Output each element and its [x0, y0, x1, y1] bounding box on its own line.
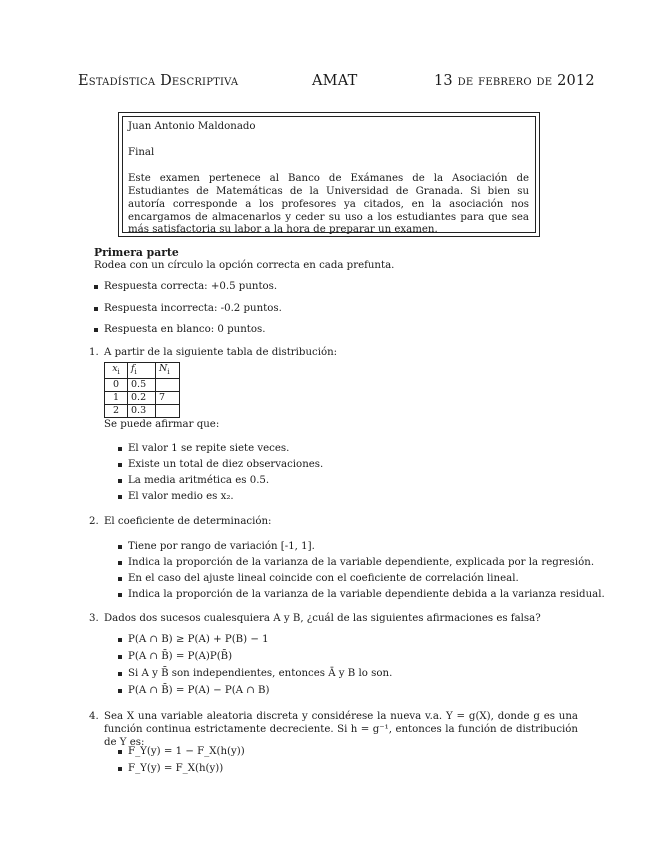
description: Este examen pertenece al Banco de Exámanes de la Asociación de Estudiantes de Matemáticas de la Universidad de Granada. Si bien su autoría corresponde a los profesores ya citados, en la asociación nos encargamos de almacenarlos y ceder su uso a los estudiantes para que sea más satisfactoria su labor a la hora de preparar un examen.	[128, 172, 529, 236]
q1-option-b[interactable]: Existe un total de diez observaciones.	[128, 458, 323, 474]
table-row	[105, 404, 180, 417]
info-box	[118, 112, 540, 237]
table-cell: 1	[105, 391, 128, 404]
table-header: $x_i$	[105, 363, 128, 379]
header-date: 13 de febrero de 2012	[434, 73, 595, 89]
info-box-inner	[122, 116, 536, 236]
table-row	[105, 391, 180, 404]
info-box-text	[128, 121, 529, 237]
table-header-row	[105, 363, 180, 379]
distribution-table	[104, 362, 180, 418]
table-cell: 0.2	[128, 391, 156, 404]
scoring-list-3	[104, 323, 265, 336]
header-subject: AMAT	[312, 73, 358, 89]
table-cell	[156, 404, 180, 417]
q4-option-a[interactable]: F_Y(y) = 1 − F_X(h(y))	[128, 745, 245, 762]
author: Juan Antonio Maldonado	[128, 121, 256, 132]
q1-stem: A partir de la siguiente tabla de distribución:	[104, 347, 338, 358]
q2-option-c[interactable]: En el caso del ajuste lineal coincide con el coeficiente de correlación lineal.	[128, 572, 605, 588]
scoring-blank: Respuesta en blanco: 0 puntos.	[104, 324, 266, 335]
table-header: $f_i$	[128, 363, 156, 379]
q2-option-d[interactable]: Indica la proporción de la varianza de la variable dependiente debida a la varianza residual.	[128, 588, 605, 604]
table-cell: 0.5	[128, 378, 156, 391]
section-title: Primera parte	[94, 246, 179, 259]
q2-option-b[interactable]: Indica la proporción de la varianza de la variable dependiente, explicada por la regresión.	[128, 556, 605, 572]
table-row	[105, 378, 180, 391]
q4-option-b[interactable]: F_Y(y) = F_X(h(y))	[128, 762, 245, 779]
q3-stem: Dados dos sucesos cualesquiera A y B, ¿cuál de las siguientes afirmaciones es falsa?	[104, 613, 541, 624]
q1-option-d[interactable]: El valor medio es x₂.	[128, 490, 323, 506]
q1-number: 1.	[89, 347, 99, 358]
exam-type: Final	[128, 146, 155, 158]
q1-option-a[interactable]: El valor 1 se repite siete veces.	[128, 442, 323, 458]
q4-options	[128, 745, 245, 779]
instructions: Rodea con un círculo la opción correcta en cada prefunta.	[94, 260, 395, 271]
table-cell	[156, 378, 180, 391]
q3-option-a[interactable]: P(A ∩ B) ≥ P(A) + P(B) − 1	[128, 633, 392, 650]
scoring-list	[104, 280, 277, 293]
table-cell: 0	[105, 378, 128, 391]
q3-number: 3.	[89, 613, 99, 624]
q1-option-c[interactable]: La media aritmética es 0.5.	[128, 474, 323, 490]
scoring-incorrect: Respuesta incorrecta: -0.2 puntos.	[104, 303, 282, 314]
q3-options	[128, 633, 392, 701]
q1-options	[128, 442, 323, 506]
q4-number: 4.	[89, 711, 99, 722]
q3-option-d[interactable]: P(A ∩ B̄) = P(A) − P(A ∩ B)	[128, 684, 392, 701]
q2-number: 2.	[89, 516, 99, 527]
q3-option-c[interactable]: Si A y B̄ son independientes, entonces Ā y B lo son.	[128, 667, 392, 684]
table-cell: 2	[105, 404, 128, 417]
q2-options	[128, 540, 605, 604]
table-cell: 0.3	[128, 404, 156, 417]
q2-stem: El coeficiente de determinación:	[104, 516, 272, 527]
table-cell: 7	[156, 391, 180, 404]
table-header: $N_i$	[156, 363, 180, 379]
q4-stem: Sea X una variable aleatoria discreta y considérese la nueva v.a. Y = g(X), donde g es una función continua estrictamente decreciente. Si h = g⁻¹, entonces la función de distribución de Y es:	[104, 711, 578, 748]
scoring-list-2	[104, 302, 282, 315]
q2-option-a[interactable]: Tiene por rango de variación [-1, 1].	[128, 540, 605, 556]
scoring-correct: Respuesta correcta: +0.5 puntos.	[104, 281, 278, 292]
header-course: Estadística Descriptiva	[78, 73, 239, 89]
q1-lead: Se puede afirmar que:	[104, 419, 220, 430]
q3-option-b[interactable]: P(A ∩ B̄) = P(A)P(B̄)	[128, 650, 392, 667]
